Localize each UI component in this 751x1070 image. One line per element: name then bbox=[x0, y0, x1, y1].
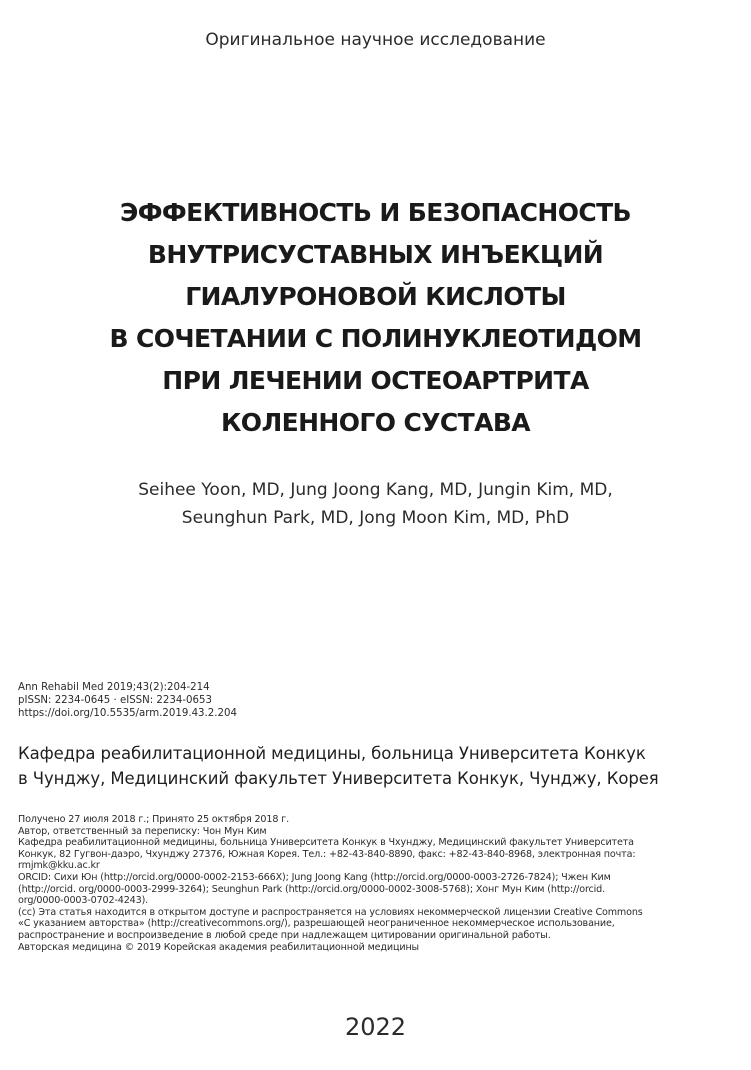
license-statement: распространение и воспроизведение в любой среде при надлежащем цитировании оригинальной работы. bbox=[18, 929, 551, 941]
orcid-list: (http://orcid. org/0000-0003-2999-3264); Seunghun Park (http://orcid.org/0000-0002-3008-5768); Хонг Мун Ким (http://orcid. bbox=[18, 883, 606, 895]
article-title-line: КОЛЕННОГО СУСТАВА bbox=[220, 408, 531, 437]
article-title-line: ЭФФЕКТИВНОСТЬ И БЕЗОПАСНОСТЬ bbox=[119, 198, 632, 227]
copyright-line: Авторская медицина © 2019 Корейская академия реабилитационной медицины bbox=[18, 941, 419, 953]
affiliation bbox=[18, 741, 733, 791]
author-line: Seunghun Park, MD, Jong Moon Kim, MD, PhD bbox=[181, 508, 570, 528]
section-label: Оригинальное научное исследование bbox=[205, 30, 546, 50]
affiliation-line: Кафедра реабилитационной медицины, больница Университета Конкук bbox=[18, 744, 646, 763]
corresponding-address: Конкук, 82 Гугвон-даэро, Чхунджу 27376, Южная Корея. Тел.: +82-43-840-8890, факс: +82-43-840-8968, электронная почта: bbox=[18, 848, 636, 860]
corresponding-address: Кафедра реабилитационной медицины, больница Университета Конкук в Чхунджу, Медицинский факультет Университета bbox=[18, 837, 634, 849]
orcid-list: org/0000-0003-0702-4243). bbox=[18, 895, 149, 907]
publication-year: 2022 bbox=[344, 1013, 407, 1041]
issn-line: pISSN: 2234-0645 · eISSN: 2234-0653 bbox=[18, 695, 212, 706]
corresponding-author: Автор, ответственный за переписку: Чон Мун Ким bbox=[18, 825, 267, 837]
license-statement: «С указанием авторства» (http://creativecommons.org/), разрешающей неограниченное некоммерческое использование, bbox=[18, 918, 615, 930]
license-statement: (cc) Эта статья находится в открытом доступе и распространяется на условиях некоммерческой лицензии Creative Commons bbox=[18, 906, 643, 918]
article-title-line: В СОЧЕТАНИИ С ПОЛИНУКЛЕОТИДОМ bbox=[109, 324, 642, 353]
corresponding-email[interactable]: rmjmk@kku.ac.kr bbox=[18, 860, 100, 872]
article-notes bbox=[18, 814, 730, 953]
received-accepted-dates: Получено 27 июля 2018 г.; Принято 25 октября 2018 г. bbox=[18, 814, 289, 825]
author-list bbox=[40, 476, 711, 532]
affiliation-line: в Чунджу, Медицинский факультет Университета Конкук, Чунджу, Корея bbox=[18, 769, 659, 788]
orcid-list: ORCID: Сихи Юн (http://orcid.org/0000-0002-2153-666X); Jung Joong Kang (http://orcid.org/0000-0003-2726-7824); Чжен Ким bbox=[18, 871, 611, 883]
author-line: Seihee Yoon, MD, Jung Joong Kang, MD, Jungin Kim, MD, bbox=[138, 480, 613, 500]
article-title-line: ВНУТРИСУСТАВНЫХ ИНЪЕКЦИЙ bbox=[147, 240, 604, 269]
doi-link[interactable]: https://doi.org/10.5535/arm.2019.43.2.204 bbox=[18, 708, 237, 719]
article-title-line: ПРИ ЛЕЧЕНИИ ОСТЕОАРТРИТА bbox=[162, 366, 589, 395]
journal-reference: Ann Rehabil Med 2019;43(2):204-214 bbox=[18, 682, 210, 693]
article-title-line: ГИАЛУРОНОВОЙ КИСЛОТЫ bbox=[185, 282, 566, 311]
article-title bbox=[40, 192, 711, 444]
citation-block bbox=[18, 681, 698, 720]
